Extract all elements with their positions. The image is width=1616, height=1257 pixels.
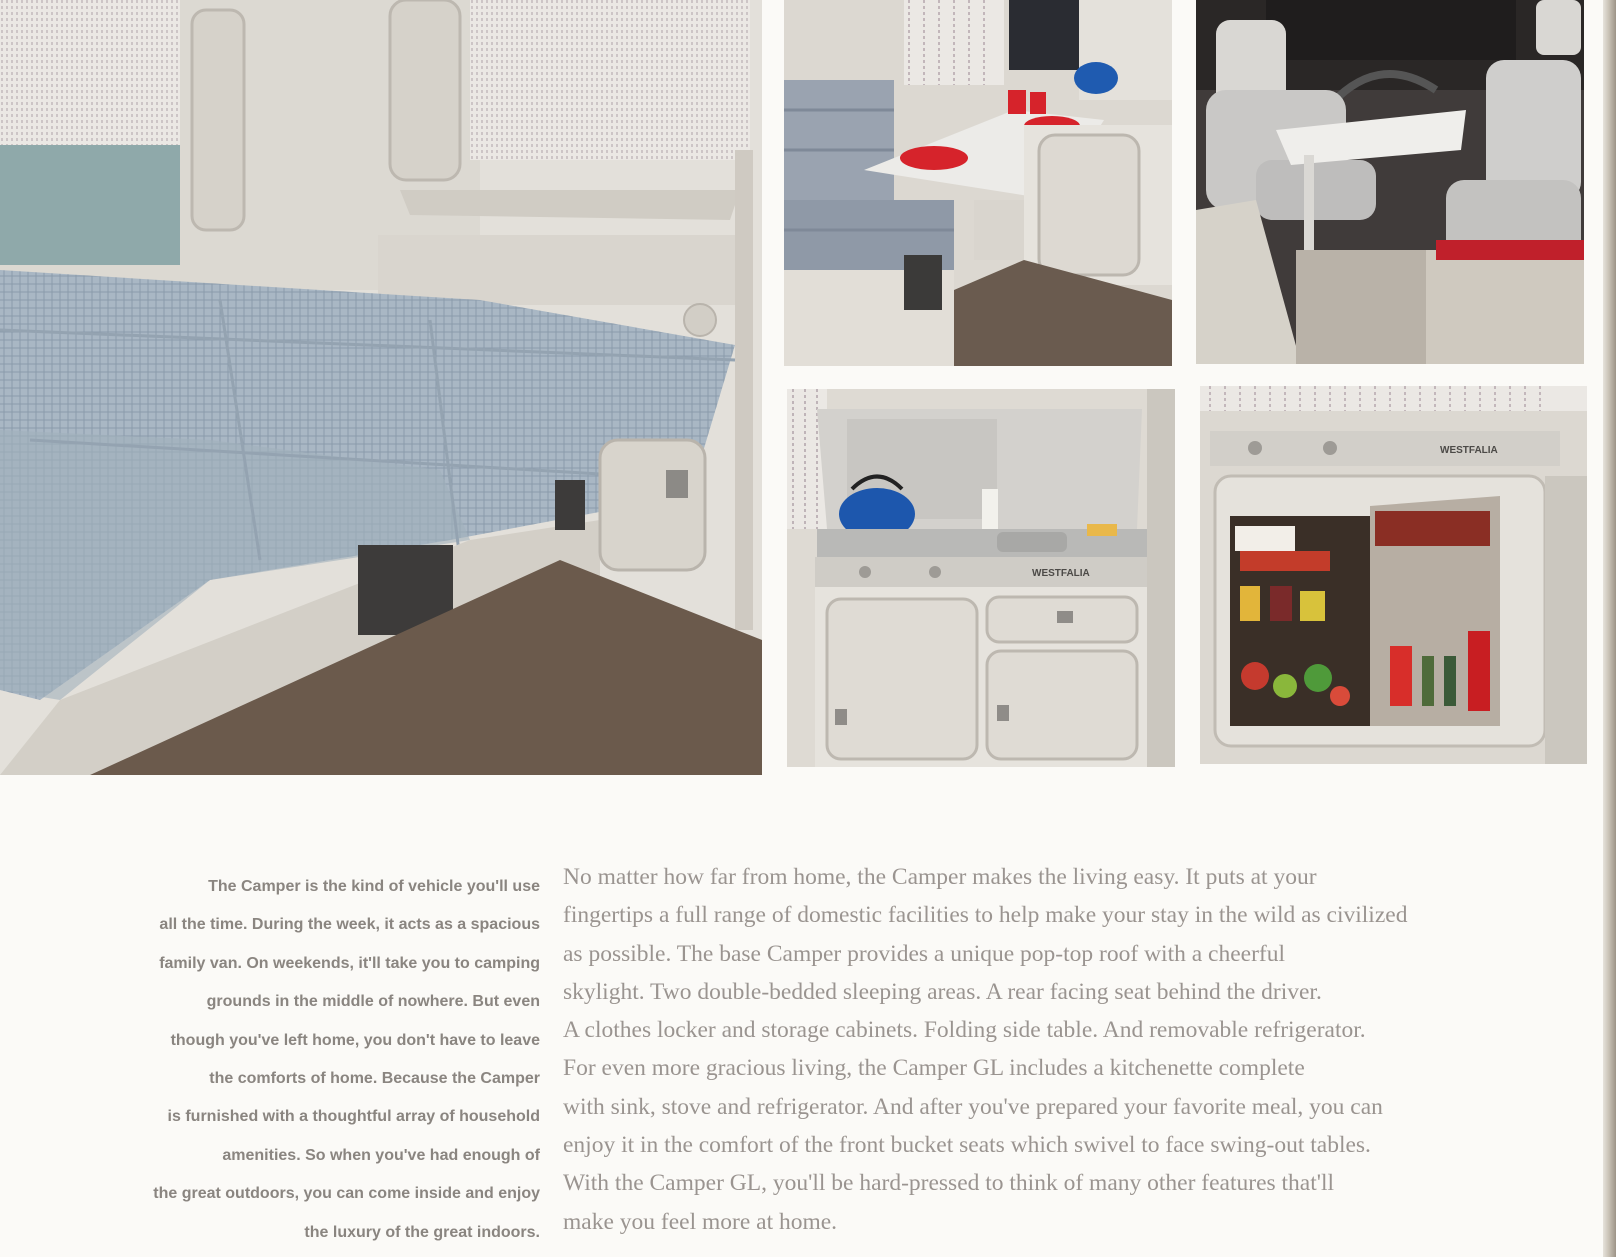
body-line: with sink, stove and refrigerator. And after you've prepared your favorite meal, you can bbox=[563, 1093, 1383, 1120]
lead-line: amenities. So when you've had enough of bbox=[222, 1146, 540, 1164]
body-line: fingertips a full range of domestic facilities to help make your stay in the wild as civilized bbox=[563, 902, 1408, 929]
photo-kitchenette bbox=[787, 389, 1175, 767]
lead-line: family van. On weekends, it'll take you to camping bbox=[159, 954, 540, 972]
lead-paragraph bbox=[100, 868, 540, 1252]
body-line: make you feel more at home. bbox=[563, 1208, 838, 1235]
lead-line: the luxury of the great indoors. bbox=[304, 1223, 540, 1241]
westfalia-badge-fridge: WESTFALIA bbox=[1440, 445, 1498, 456]
photo-front-seats bbox=[1196, 0, 1584, 364]
body-line: With the Camper GL, you'll be hard-pressed to think of many other features that'll bbox=[563, 1170, 1335, 1197]
body-line: For even more gracious living, the Camper GL includes a kitchenette complete bbox=[563, 1055, 1305, 1082]
body-line: as possible. The base Camper provides a unique pop-top roof with a cheerful bbox=[563, 940, 1285, 967]
lead-line: though you've left home, you don't have to leave bbox=[170, 1031, 540, 1049]
body-line: enjoy it in the comfort of the front bucket seats which swivel to face swing-out tables. bbox=[563, 1132, 1371, 1159]
body-paragraph bbox=[563, 858, 1573, 1241]
lead-line: all the time. During the week, it acts as a spacious bbox=[159, 916, 540, 934]
photo-dinette bbox=[784, 0, 1172, 366]
photo-bed-interior bbox=[0, 0, 762, 775]
photo-refrigerator bbox=[1200, 386, 1587, 764]
page-spine-shadow bbox=[1603, 0, 1616, 1257]
body-line: A clothes locker and storage cabinets. Folding side table. And removable refrigerator. bbox=[563, 1017, 1366, 1044]
lead-line: is furnished with a thoughtful array of household bbox=[167, 1108, 540, 1126]
lead-line: grounds in the middle of nowhere. But even bbox=[206, 993, 540, 1011]
lead-line: The Camper is the kind of vehicle you'll use bbox=[208, 878, 540, 895]
body-line: No matter how far from home, the Camper makes the living easy. It puts at your bbox=[563, 864, 1317, 890]
body-line: skylight. Two double-bedded sleeping areas. A rear facing seat behind the driver. bbox=[563, 978, 1322, 1005]
westfalia-badge-kitchen: WESTFALIA bbox=[1032, 568, 1090, 579]
lead-line: the great outdoors, you can come inside and enjoy bbox=[153, 1185, 540, 1203]
lead-line: the comforts of home. Because the Camper bbox=[209, 1070, 540, 1088]
